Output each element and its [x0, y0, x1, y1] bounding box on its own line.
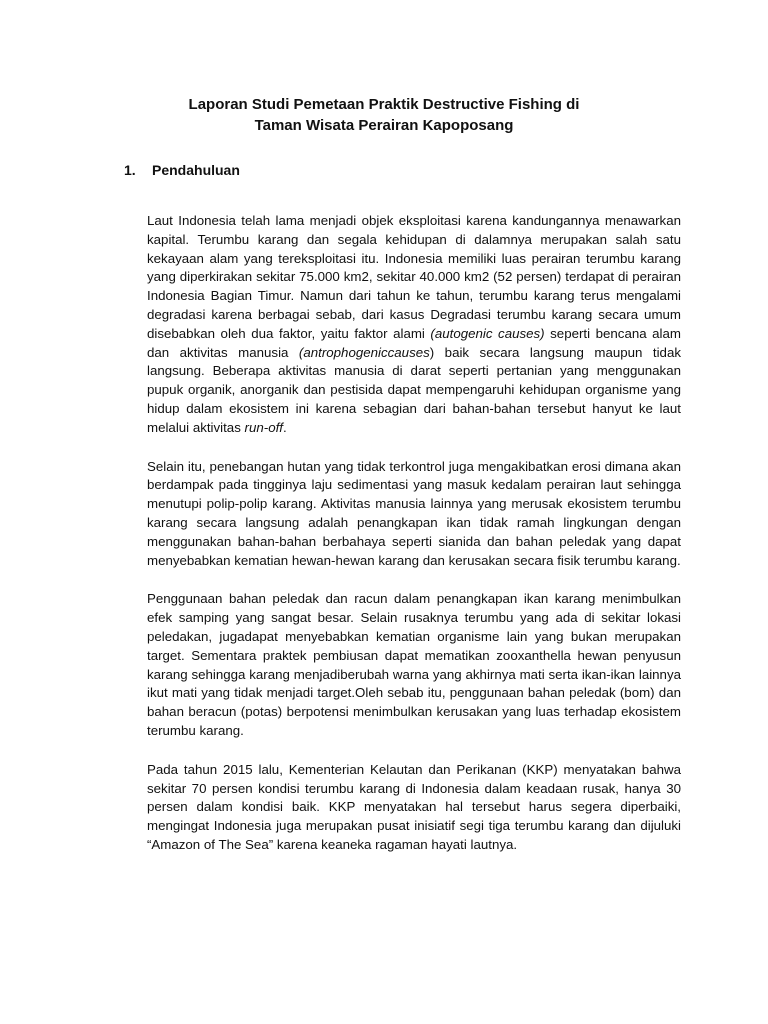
title-line-2: Taman Wisata Perairan Kapoposang — [254, 117, 514, 134]
paragraph-1-text-a: Laut Indonesia telah lama menjadi objek eksploitasi karena kandungannya menawarkan kapital. Terumbu karang dan segala kehidupan di dalamnya merupakan salah satu kekayaan alam yang tereksploitasi itu. Indonesia memiliki luas perairan terumbu karang yang diperkirakan sekitar 75.000 km2, sekitar 40.000 km2 (52 persen) terdapat di perairan Indonesia Bagian Timur. Namun dari tahun ke tahun, terumbu karang terus mengalami degradasi karena berbagai sebab, dari kasus Degradasi terumbu karang secara umum disebabkan oleh dua faktor, yaitu faktor alami — [147, 213, 681, 341]
paragraph-1-text-e: ) baik secara langsung maupun tidak langsung. Beberapa aktivitas manusia di darat seperti pertanian yang menggunakan pupuk organik, anorganik dan pestisida dapat mempengaruhi kehidupan organisme yang hidup dalam ekosistem ini karena sebagian dari bahan-bahan tersebut hanyut ke laut melalui aktivitas — [147, 344, 681, 435]
paragraph-3: Penggunaan bahan peledak dan racun dalam penangkapan ikan karang menimbulkan efek samping yang sangat besar. Selain rusaknya terumbu yang ada di sekitar lokasi peledakan, jugadapat menyebabkan kematian organisme lain yang bukan merupakan target. Sementara praktek pembiusan dapat mematikan zooxanthella hewan penyusun karang sehingga karang menjadiberubah warna yang akhirnya mati serta ikan-ikan lainnya ikut mati yang tidak menjadi target.Oleh sebab itu, penggunaan bahan peledak (bom) dan bahan beracun (potas) berpotensi menimbulkan kerusakan yang luas terhadap ekosistem terumbu karang. — [147, 591, 681, 738]
document-body — [147, 212, 681, 875]
paragraph-1-italic-autogenic: (autogenic causes) — [430, 325, 545, 341]
paragraph-1-text-c: seperti bencana alam dan aktivitas manusia — [147, 325, 681, 360]
paragraph-2: Selain itu, penebangan hutan yang tidak terkontrol juga mengakibatkan erosi dimana akan berdampak pada tingginya laju sedimentasi yang masuk kedalam perairan laut sehingga menutupi polip-polip karang. Aktivitas manusia lainnya yang merusak ekosistem terumbu karang secara langsung adalah penangkapan ikan tidak ramah lingkungan dengan menggunakan bahan-bahan berbahaya seperti sianida dan bahan peledak yang dapat menyebabkan kematian hewan-hewan karang dan kerusakan secara fisik terumbu karang. — [147, 458, 681, 568]
section-number: 1. — [124, 162, 136, 178]
title-line-1: Laporan Studi Pemetaan Praktik Destructive Fishing di — [188, 96, 580, 113]
paragraph-1-italic-runoff: run-off — [244, 419, 283, 435]
document-title — [0, 94, 768, 136]
paragraph-1 — [147, 212, 681, 438]
section-heading — [124, 160, 240, 180]
section-title: Pendahuluan — [152, 162, 240, 178]
paragraph-1-text-g: . — [282, 419, 287, 435]
paragraph-4: Pada tahun 2015 lalu, Kementerian Kelautan dan Perikanan (KKP) menyatakan bahwa sekitar 70 persen kondisi terumbu karang di Indonesia dalam keadaan rusak, hanya 30 persen dalam kondisi baik. KKP menyatakan hal tersebut harus segera diperbaiki, mengingat Indonesia juga merupakan pusat inisiatif segi tiga terumbu karang dan dijuluki “Amazon of The Sea” karena keaneka ragaman hayati lautnya. — [147, 761, 681, 852]
paragraph-1-italic-antrophogenic: (antrophogeniccauses — [298, 344, 430, 360]
